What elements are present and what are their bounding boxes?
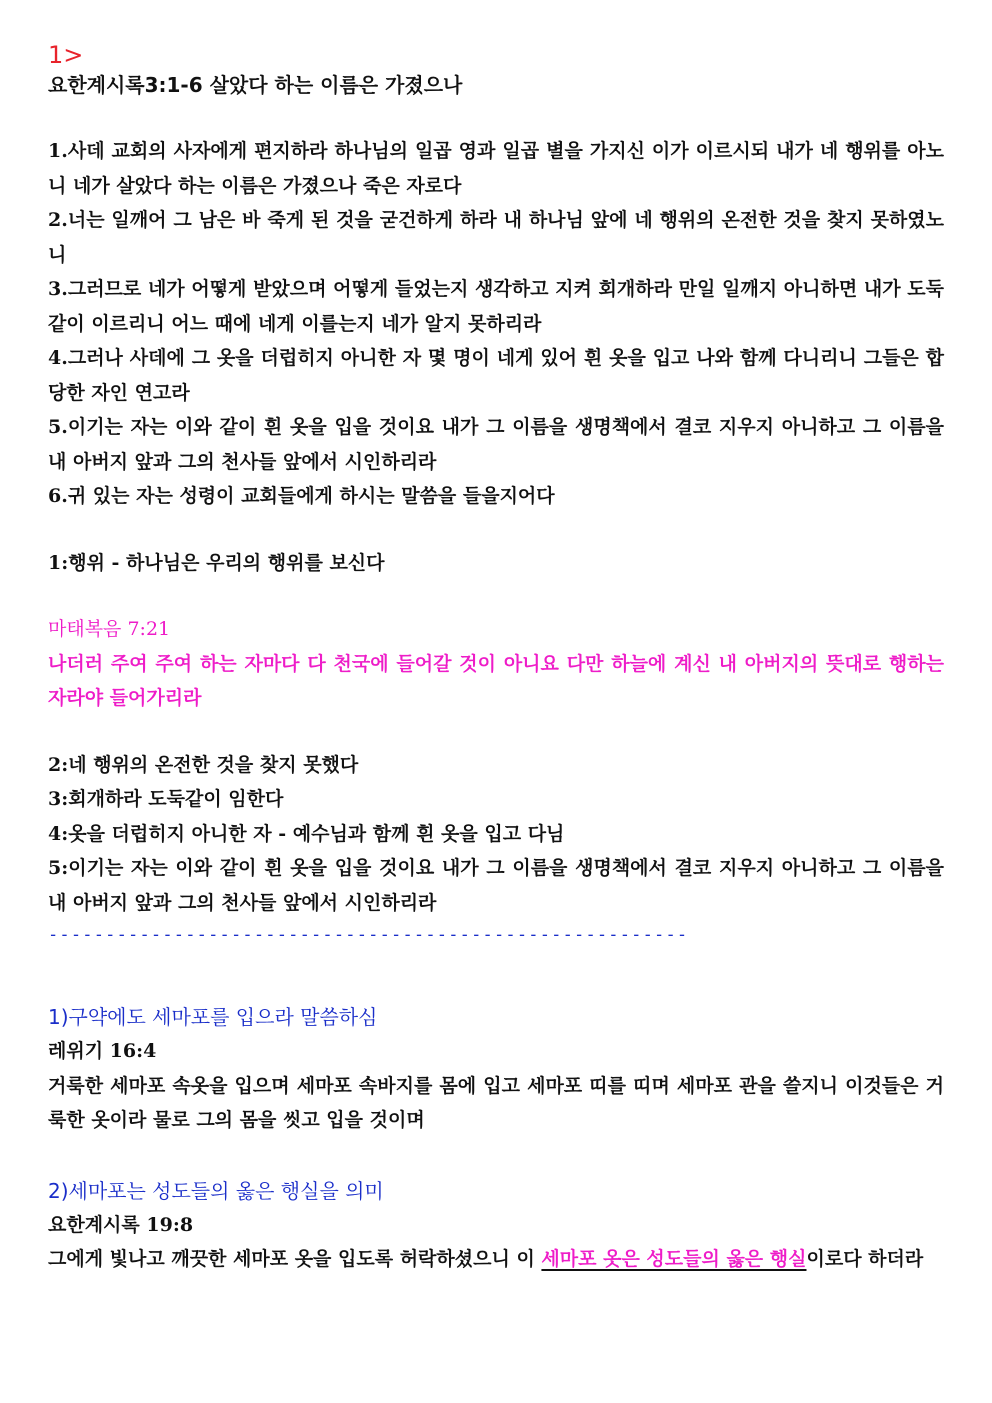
scripture-passage	[48, 134, 944, 514]
section-2-text-before: 그에게 빛나고 깨끗한 세마포 옷을 입도록 허락하셨으니 이	[48, 1248, 542, 1270]
matthew-reference: 마태복음 7:21	[48, 618, 171, 640]
points-list	[48, 748, 944, 921]
section-2-highlight: 세마포 옷은 성도들의 옳은 행실	[541, 1248, 807, 1270]
verse-5: 5.이기는 자는 이와 같이 흰 옷을 입을 것이요 내가 그 이름을 생명책에서 결코 지우지 아니하고 그 이름을 내 아버지 앞과 그의 천사들 앞에서 시인하리라	[48, 416, 944, 473]
page-title: 요한계시록3:1-6 살았다 하는 이름은 가졌으나	[48, 73, 463, 97]
section-2-text	[48, 1242, 944, 1277]
point-4: 4:옷을 더럽히지 아니한 자 - 예수님과 함께 흰 옷을 입고 다님	[48, 822, 565, 845]
point-1: 1:행위 - 하나님은 우리의 행위를 보신다	[48, 551, 385, 574]
spacer	[48, 950, 944, 1000]
verse-1: 1.사데 교회의 사자에게 편지하라 하나님의 일곱 영과 일곱 별을 가지신 이가 이르시되 내가 네 행위를 아노니 네가 살았다 하는 이름은 가졌으나 죽은 자로다	[48, 140, 944, 197]
spacer	[48, 514, 944, 546]
document-page	[48, 40, 944, 1277]
point-5: 5:이기는 자는 이와 같이 흰 옷을 입을 것이요 내가 그 이름을 생명책에서 결코 지우지 아니하고 그 이름을 내 아버지 앞과 그의 천사들 앞에서 시인하리라	[48, 857, 944, 914]
spacer	[48, 1138, 944, 1174]
matthew-text: 나더러 주여 주여 하는 자마다 다 천국에 들어갈 것이 아니요 다만 하늘에 계신 내 아버지의 뜻대로 행하는 자라야 들어가리라	[48, 652, 944, 709]
verse-6: 6.귀 있는 자는 성령이 교회들에게 하시는 말씀을 들을지어다	[48, 485, 555, 507]
verse-3: 3.그러므로 네가 어떻게 받았으며 어떻게 들었는지 생각하고 지켜 회개하라 만일 일깨지 아니하면 내가 도둑 같이 이르리니 어느 때에 네게 이를는지 네가 알지 못하리라	[48, 278, 944, 335]
point-3: 3:회개하라 도둑같이 임한다	[48, 788, 284, 810]
section-2-reference: 요한계시록 19:8	[48, 1213, 194, 1236]
dashed-divider: --------------------------------------------------------	[48, 925, 689, 945]
section-2-heading: 2)세마포는 성도들의 옳은 행실을 의미	[48, 1178, 384, 1203]
section-1-text: 거룩한 세마포 속옷을 입으며 세마포 속바지를 몸에 입고 세마포 띠를 띠며 세마포 관을 쓸지니 이것들은 거룩한 옷이라 물로 그의 몸을 씻고 입을 것이며	[48, 1074, 944, 1131]
point-2: 2:네 행위의 온전한 것을 찾지 못했다	[48, 753, 359, 776]
verse-2: 2.너는 일깨어 그 남은 바 죽게 된 것을 굳건하게 하라 내 하나님 앞에 네 행위의 온전한 것을 찾지 못하였노니	[48, 209, 944, 266]
spacer	[48, 102, 944, 134]
spacer	[48, 580, 944, 612]
spacer	[48, 716, 944, 748]
section-1-heading: 1)구약에도 세마포를 입으라 말씀하심	[48, 1005, 378, 1029]
section-number: 1>	[48, 41, 84, 69]
verse-4: 4.그러나 사데에 그 옷을 더럽히지 아니한 자 몇 명이 네게 있어 흰 옷을 입고 나와 함께 다니리니 그들은 합당한 자인 연고라	[48, 347, 944, 404]
section-1-reference: 레위기 16:4	[48, 1040, 157, 1062]
section-2-text-after: 이로다 하더라	[806, 1248, 924, 1270]
